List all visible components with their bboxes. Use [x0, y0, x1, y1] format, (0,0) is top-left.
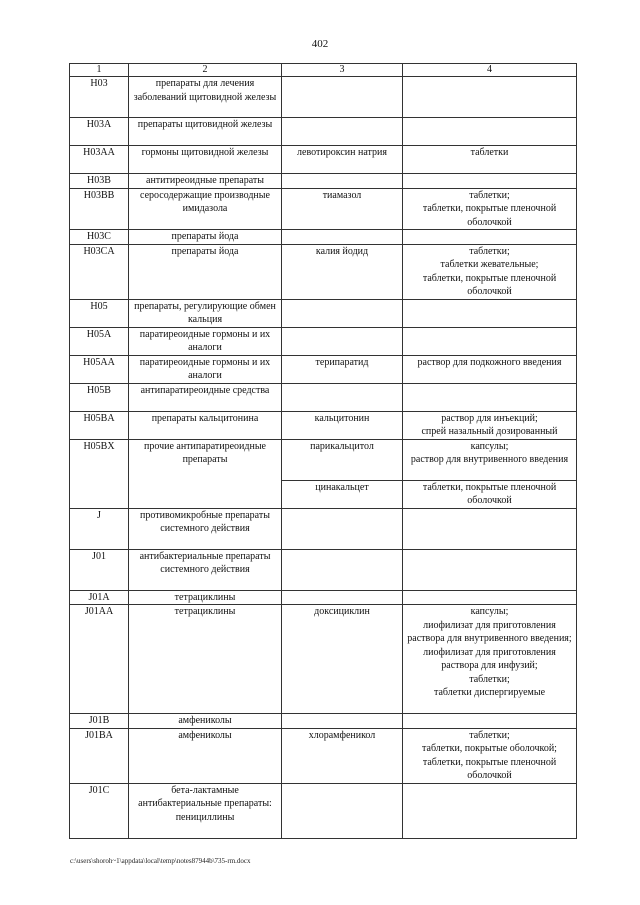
footer-file-path: c:\users\shoroh~1\appdata\local\temp\notes87944b\735-rm.docx — [70, 857, 251, 865]
table-row — [70, 146, 577, 174]
dosage-form-cell: таблетки, покрытые пленочной оболочкой — [403, 480, 577, 508]
table-row — [70, 728, 577, 783]
dosage-form-cell — [403, 174, 577, 189]
drug-name-cell — [282, 174, 403, 189]
atc-code-cell: H05B — [70, 383, 129, 411]
header-cell-3: 3 — [282, 64, 403, 77]
drug-name-cell — [282, 383, 403, 411]
dosage-form-cell: капсулы; раствор для внутривенного введения — [403, 439, 577, 480]
dosage-form-cell: таблетки — [403, 146, 577, 174]
dosage-form-cell — [403, 508, 577, 549]
group-name-cell: препараты, регулирующие обмен кальция — [129, 299, 282, 327]
atc-code-cell: H05A — [70, 327, 129, 355]
table-row — [70, 590, 577, 605]
drug-name-cell — [282, 508, 403, 549]
group-name-cell: антипаратиреоидные средства — [129, 383, 282, 411]
atc-code-cell: J01BA — [70, 728, 129, 783]
group-name-cell: препараты йода — [129, 244, 282, 299]
group-name-cell: паратиреоидные гормоны и их аналоги — [129, 327, 282, 355]
atc-code-cell: J01A — [70, 590, 129, 605]
group-name-cell: антитиреоидные препараты — [129, 174, 282, 189]
drug-name-cell: цинакальцет — [282, 480, 403, 508]
table-row — [70, 230, 577, 245]
dosage-form-cell: таблетки; таблетки, покрытые пленочной оболочкой — [403, 188, 577, 230]
table-row — [70, 605, 577, 714]
atc-code-cell: H03AA — [70, 146, 129, 174]
group-name-cell: гормоны щитовидной железы — [129, 146, 282, 174]
header-cell-1: 1 — [70, 64, 129, 77]
group-name-cell: препараты йода — [129, 230, 282, 245]
dosage-form-cell — [403, 714, 577, 729]
group-name-cell: противомикробные препараты системного действия — [129, 508, 282, 549]
drug-name-cell: доксициклин — [282, 605, 403, 714]
table-row — [70, 714, 577, 729]
group-name-cell: тетрациклины — [129, 590, 282, 605]
atc-code-cell: H05BX — [70, 439, 129, 508]
dosage-form-cell — [403, 590, 577, 605]
table-row — [70, 549, 577, 590]
table-row — [70, 299, 577, 327]
table-row — [70, 174, 577, 189]
atc-code-cell: H05AA — [70, 355, 129, 383]
group-name-cell: бета-лактамные антибактериальные препараты: пенициллины — [129, 783, 282, 838]
dosage-form-cell: таблетки; таблетки, покрытые оболочкой; таблетки, покрытые пленочной оболочкой — [403, 728, 577, 783]
dosage-form-cell — [403, 549, 577, 590]
dosage-form-cell — [403, 230, 577, 245]
table-row — [70, 77, 577, 118]
group-name-cell: тетрациклины — [129, 605, 282, 714]
atc-code-cell: H03 — [70, 77, 129, 118]
drug-name-cell — [282, 230, 403, 245]
atc-code-cell: H05BA — [70, 411, 129, 439]
group-name-cell: препараты кальцитонина — [129, 411, 282, 439]
drug-name-cell: парикальцитол — [282, 439, 403, 480]
header-cell-2: 2 — [129, 64, 282, 77]
drug-name-cell: левотироксин натрия — [282, 146, 403, 174]
dosage-form-cell: капсулы; лиофилизат для приготовления раствора для внутривенного введения; лиофилизат для приготовления раствора для инфузий; таблетки; таблетки диспергируемые — [403, 605, 577, 714]
dosage-form-cell — [403, 77, 577, 118]
table-row — [70, 411, 577, 439]
page-number: 402 — [311, 38, 329, 50]
atc-code-cell: H03A — [70, 118, 129, 146]
atc-code-cell: H05 — [70, 299, 129, 327]
drug-name-cell — [282, 590, 403, 605]
dosage-form-cell: таблетки; таблетки жевательные; таблетки, покрытые пленочной оболочкой — [403, 244, 577, 299]
dosage-form-cell: раствор для инъекций; спрей назальный дозированный — [403, 411, 577, 439]
group-name-cell: антибактериальные препараты системного действия — [129, 549, 282, 590]
table-header-row — [70, 64, 577, 77]
table-row — [70, 508, 577, 549]
table-row — [70, 783, 577, 838]
group-name-cell: амфениколы — [129, 728, 282, 783]
table-row — [70, 188, 577, 230]
dosage-form-cell — [403, 783, 577, 838]
drug-name-cell — [282, 299, 403, 327]
atc-code-cell: H03CA — [70, 244, 129, 299]
atc-code-cell: H03B — [70, 174, 129, 189]
table-row — [70, 355, 577, 383]
drug-name-cell — [282, 783, 403, 838]
table-row — [70, 327, 577, 355]
table-row — [70, 118, 577, 146]
atc-code-cell: J01AA — [70, 605, 129, 714]
atc-code-cell: J — [70, 508, 129, 549]
header-cell-4: 4 — [403, 64, 577, 77]
atc-code-cell: H03BB — [70, 188, 129, 230]
dosage-form-cell — [403, 383, 577, 411]
drug-name-cell — [282, 549, 403, 590]
drug-name-cell — [282, 118, 403, 146]
dosage-form-cell: раствор для подкожного введения — [403, 355, 577, 383]
group-name-cell: амфениколы — [129, 714, 282, 729]
drug-name-cell — [282, 77, 403, 118]
group-name-cell: препараты щитовидной железы — [129, 118, 282, 146]
group-name-cell: серосодержащие производные имидазола — [129, 188, 282, 230]
drug-name-cell — [282, 327, 403, 355]
group-name-cell: препараты для лечения заболеваний щитовидной железы — [129, 77, 282, 118]
atc-code-cell: J01 — [70, 549, 129, 590]
atc-code-cell: J01C — [70, 783, 129, 838]
drug-name-cell: терипаратид — [282, 355, 403, 383]
drug-name-cell: кальцитонин — [282, 411, 403, 439]
medication-table — [69, 63, 577, 839]
table-row — [70, 439, 577, 480]
drug-name-cell — [282, 714, 403, 729]
group-name-cell: паратиреоидные гормоны и их аналоги — [129, 355, 282, 383]
drug-name-cell: хлорамфеникол — [282, 728, 403, 783]
table-row — [70, 383, 577, 411]
dosage-form-cell — [403, 299, 577, 327]
drug-name-cell: тиамазол — [282, 188, 403, 230]
dosage-form-cell — [403, 327, 577, 355]
drug-name-cell: калия йодид — [282, 244, 403, 299]
table-row — [70, 244, 577, 299]
dosage-form-cell — [403, 118, 577, 146]
atc-code-cell: H03C — [70, 230, 129, 245]
atc-code-cell: J01B — [70, 714, 129, 729]
group-name-cell: прочие антипаратиреоидные препараты — [129, 439, 282, 508]
